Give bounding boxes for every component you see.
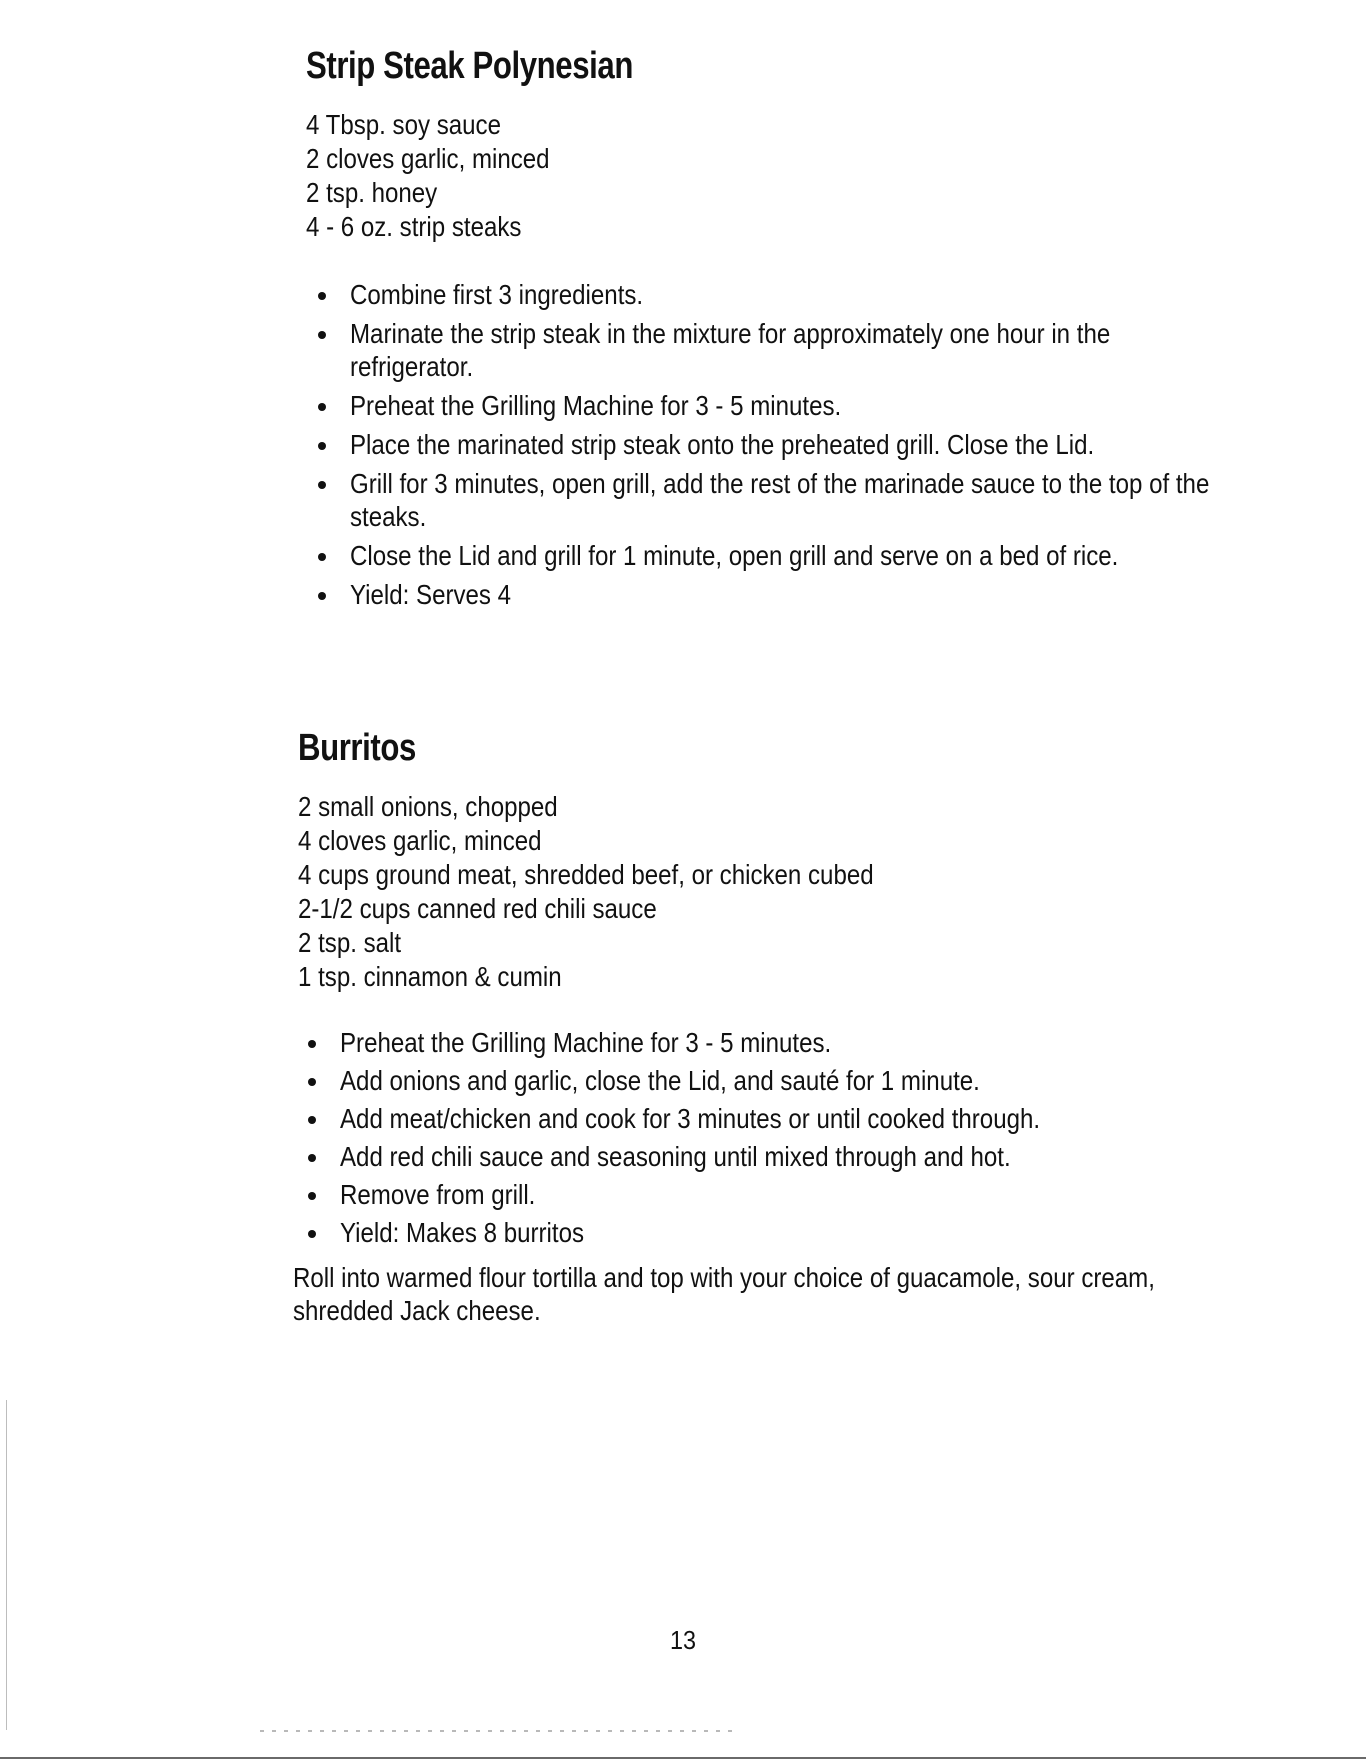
step-item [310, 428, 1366, 461]
step-item [310, 389, 1366, 422]
ingredient-list [306, 108, 1366, 244]
bullet-icon [318, 331, 326, 339]
ingredient-item: 2-1/2 cups canned red chili sauce [298, 893, 657, 924]
ingredient-list [298, 790, 1366, 994]
serving-note: Roll into warmed flour tortilla and top with your choice of guacamole, sour cream, shredded Jack cheese. [293, 1262, 1155, 1326]
step-text: Add red chili sauce and seasoning until mixed through and hot. [340, 1141, 1011, 1172]
step-item [310, 539, 1366, 572]
step-text: Combine first 3 ingredients. [350, 279, 644, 310]
step-item [310, 278, 1366, 311]
step-text: Yield: Makes 8 burritos [340, 1217, 585, 1248]
ingredient-item: 2 cloves garlic, minced [306, 143, 550, 174]
bullet-icon [308, 1192, 316, 1200]
ingredient-item: 4 cloves garlic, minced [298, 825, 542, 856]
step-text: Grill for 3 minutes, open grill, add the rest of the marinade sauce to the top of the steaks. [350, 468, 1210, 532]
ingredient-item: 2 tsp. salt [298, 927, 402, 958]
bullet-icon [318, 481, 326, 489]
step-item [310, 578, 1366, 611]
step-text: Marinate the strip steak in the mixture for approximately one hour in the refrigerator. [350, 318, 1111, 382]
step-text: Yield: Serves 4 [350, 579, 512, 610]
recipe-strip-steak [0, 44, 1366, 611]
bullet-icon [318, 592, 326, 600]
bullet-icon [308, 1154, 316, 1162]
step-item [300, 1178, 1366, 1211]
ingredient-item: 1 tsp. cinnamon & cumin [298, 961, 562, 992]
page-number: 13 [669, 1625, 697, 1655]
scan-speckle [260, 1730, 740, 1732]
bullet-icon [318, 292, 326, 300]
recipe-title: Strip Steak Polynesian [306, 45, 633, 87]
bullet-icon [308, 1116, 316, 1124]
step-text: Remove from grill. [340, 1179, 536, 1210]
step-text: Close the Lid and grill for 1 minute, open grill and serve on a bed of rice. [350, 540, 1119, 571]
step-item [300, 1064, 1366, 1097]
step-text: Add meat/chicken and cook for 3 minutes or until cooked through. [340, 1103, 1041, 1134]
step-list [310, 278, 1366, 611]
step-item [300, 1102, 1366, 1135]
ingredient-item: 4 Tbsp. soy sauce [306, 109, 501, 140]
step-item [310, 467, 1366, 533]
step-list [300, 1026, 1366, 1249]
step-item [310, 317, 1366, 383]
step-text: Place the marinated strip steak onto the preheated grill. Close the Lid. [350, 429, 1095, 460]
step-text: Add onions and garlic, close the Lid, and sauté for 1 minute. [340, 1065, 980, 1096]
bullet-icon [318, 553, 326, 561]
ingredient-item: 2 tsp. honey [306, 177, 438, 208]
scan-bottom-edge [0, 1757, 1366, 1759]
bullet-icon [308, 1040, 316, 1048]
step-item [300, 1026, 1366, 1059]
step-text: Preheat the Grilling Machine for 3 - 5 minutes. [340, 1027, 832, 1058]
ingredient-item: 4 - 6 oz. strip steaks [306, 211, 522, 242]
step-text: Preheat the Grilling Machine for 3 - 5 minutes. [350, 390, 842, 421]
recipe-burritos [0, 726, 1366, 1327]
recipe-title: Burritos [298, 727, 416, 769]
ingredient-item: 2 small onions, chopped [298, 791, 558, 822]
scan-edge-line [6, 1400, 7, 1730]
step-item [300, 1216, 1366, 1249]
bullet-icon [308, 1078, 316, 1086]
bullet-icon [308, 1230, 316, 1238]
step-item [300, 1140, 1366, 1173]
bullet-icon [318, 403, 326, 411]
ingredient-item: 4 cups ground meat, shredded beef, or chicken cubed [298, 859, 874, 890]
bullet-icon [318, 442, 326, 450]
